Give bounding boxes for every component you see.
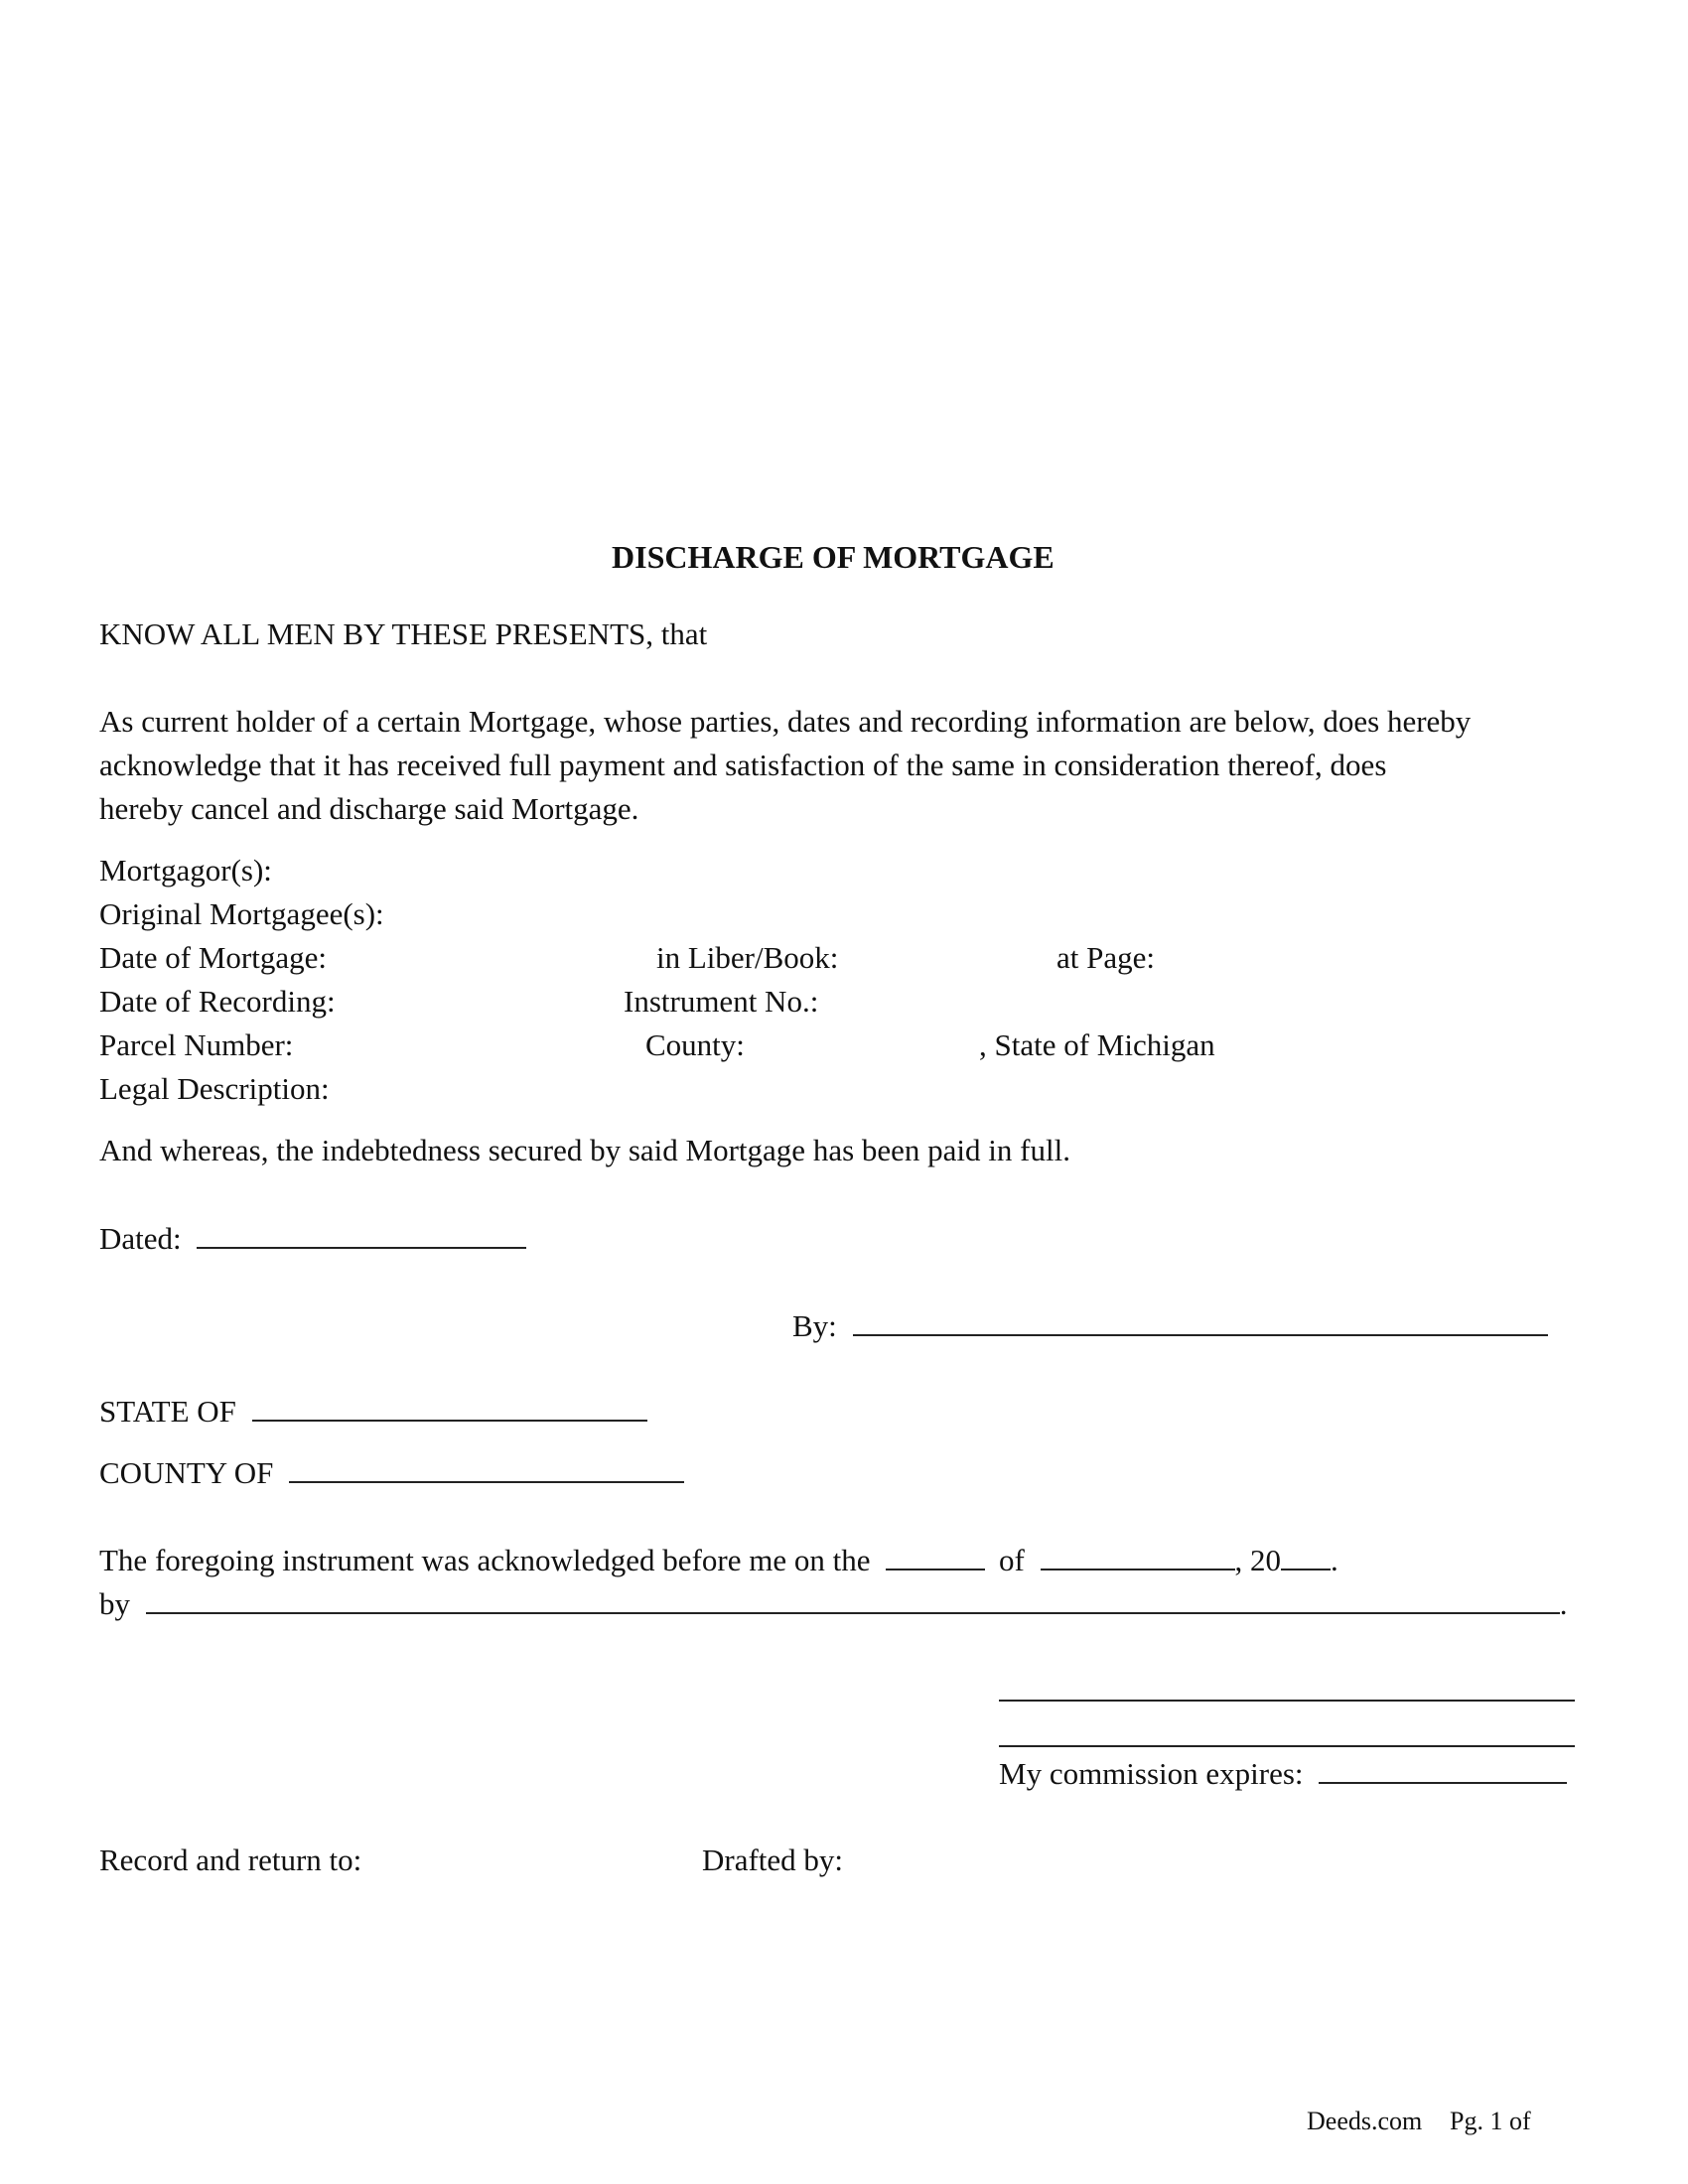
county-of-label: COUNTY OF xyxy=(99,1455,274,1490)
ack-line-2 xyxy=(99,1586,1568,1619)
ack-day-blank[interactable] xyxy=(886,1543,985,1570)
county-of-blank[interactable] xyxy=(289,1455,684,1483)
at-page-label: at Page: xyxy=(1056,940,1155,975)
whereas-text: And whereas, the indebtedness secured by said Mortgage has been paid in full. xyxy=(99,1133,1070,1167)
commission-expires-blank[interactable] xyxy=(1319,1756,1567,1784)
legal-description-label: Legal Description: xyxy=(99,1071,330,1106)
date-of-mortgage-label: Date of Mortgage: xyxy=(99,940,327,975)
paragraph-line-2: acknowledge that it has received full payment and satisfaction of the same in consideration thereof, does xyxy=(99,748,1387,782)
state-of-line xyxy=(99,1394,647,1427)
dated-label: Dated: xyxy=(99,1221,182,1256)
ack-by: by xyxy=(99,1586,130,1621)
original-mortgagees-label: Original Mortgagee(s): xyxy=(99,896,384,931)
intro-text: KNOW ALL MEN BY THESE PRESENTS, that xyxy=(99,616,708,651)
date-of-recording-label: Date of Recording: xyxy=(99,984,336,1019)
ack-period: . xyxy=(1331,1543,1338,1577)
parcel-number-label: Parcel Number: xyxy=(99,1027,294,1062)
footer-page-number: Pg. 1 of xyxy=(1450,2107,1531,2135)
notary-name-blank[interactable] xyxy=(999,1745,1575,1747)
paragraph-line-3: hereby cancel and discharge said Mortgage. xyxy=(99,791,639,826)
liber-book-label: in Liber/Book: xyxy=(656,940,839,975)
by-signature-line xyxy=(792,1308,1548,1341)
instrument-no-label: Instrument No.: xyxy=(624,984,819,1019)
ack-text: The foregoing instrument was acknowledged before me on the xyxy=(99,1543,871,1577)
by-label: By: xyxy=(792,1308,837,1343)
ack-of: of xyxy=(998,1543,1025,1577)
ack-year-blank[interactable] xyxy=(1281,1543,1331,1570)
record-return-label: Record and return to: xyxy=(99,1843,362,1877)
ack-by-blank[interactable] xyxy=(146,1586,1560,1614)
commission-expires-label: My commission expires: xyxy=(999,1756,1304,1791)
commission-expires-line xyxy=(999,1756,1567,1789)
dated-blank[interactable] xyxy=(197,1221,526,1249)
notary-signature-blank[interactable] xyxy=(999,1700,1575,1702)
ack-month-blank[interactable] xyxy=(1041,1543,1235,1570)
drafted-by-label: Drafted by: xyxy=(702,1843,844,1877)
state-of-label: STATE OF xyxy=(99,1394,236,1429)
dated-line xyxy=(99,1221,526,1254)
county-label: County: xyxy=(645,1027,745,1062)
mortgagors-label: Mortgagor(s): xyxy=(99,853,272,887)
ack-year-prefix: , 20 xyxy=(1234,1543,1282,1577)
ack-line-1 xyxy=(99,1543,1338,1575)
document-title: DISCHARGE OF MORTGAGE xyxy=(612,539,1055,575)
footer-brand: Deeds.com xyxy=(1307,2107,1423,2135)
by-signature-blank[interactable] xyxy=(853,1308,1548,1336)
ack-end-period: . xyxy=(1559,1586,1568,1621)
paragraph-line-1: As current holder of a certain Mortgage, whose parties, dates and recording information are below, does hereby xyxy=(99,704,1472,739)
state-of-blank[interactable] xyxy=(252,1394,647,1422)
state-of-michigan-label: , State of Michigan xyxy=(979,1027,1215,1062)
county-of-line xyxy=(99,1455,684,1488)
